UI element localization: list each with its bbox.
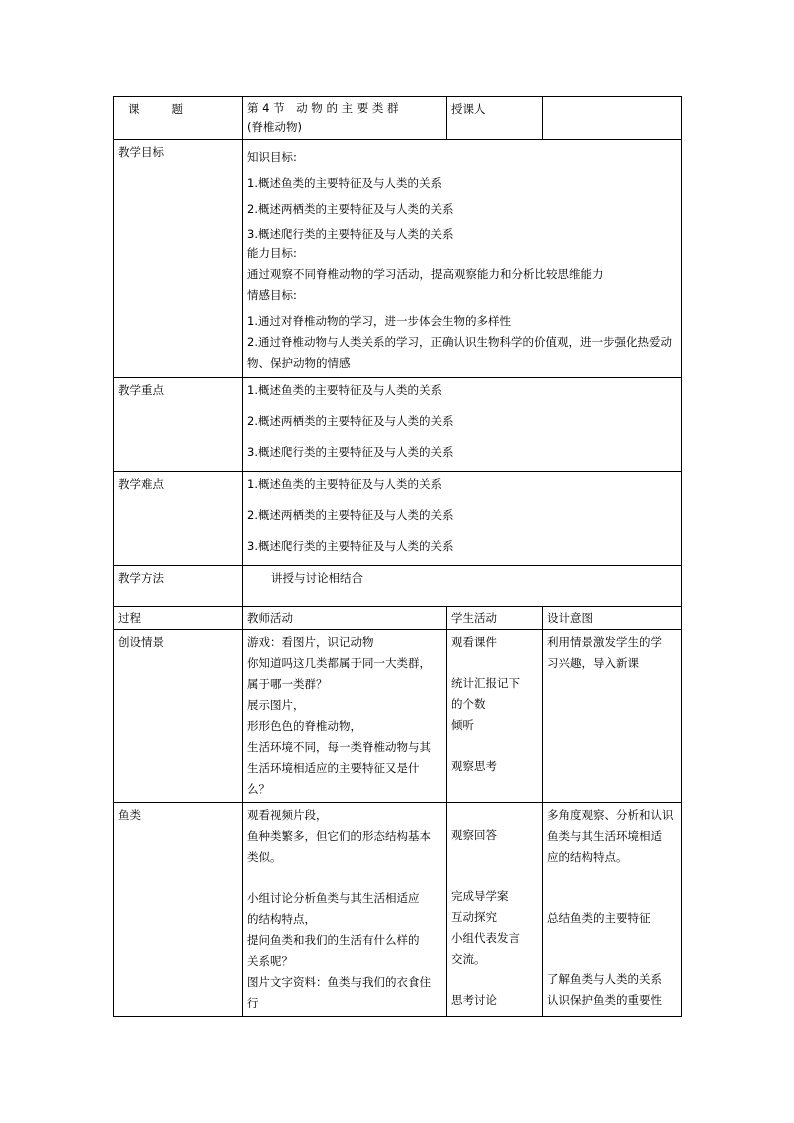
student-line: 观察思考 [451,759,497,773]
difficulties-label: 教学难点 [118,477,164,491]
stage-label: 创设情景 [118,635,164,649]
teacher-line: 观看视频片段， [247,808,328,822]
difficulties-label-cell [114,472,243,566]
student-line: 小组代表发言 [451,931,520,945]
student-line: 互动探究 [451,910,497,924]
intent-line: 总结鱼类的主要特征 [547,911,651,925]
intent-line: 鱼类与其生活环境相适 [547,829,662,843]
student-activity-cell [447,630,543,803]
difficulty-item: 1.概述鱼类的主要特征及与人类的关系 [247,477,442,491]
process-header-row [114,607,682,630]
student-line: 统计汇报记下 [451,676,520,690]
teacher-line: 行 [247,996,259,1010]
difficulties-row [114,472,682,566]
student-line: 完成导学案 [451,889,509,903]
lesson-plan-table [113,96,682,1017]
teacher-line: 么？ [247,782,270,796]
teacher-value-cell [543,97,682,140]
difficulties-content-cell [243,472,682,566]
intent-line: 多角度观察、分析和认识 [547,808,674,822]
student-activity-cell [447,803,543,1017]
intent-line: 应的结构特点。 [547,850,628,864]
stage-cell [114,803,243,1017]
difficulty-item: 3.概述爬行类的主要特征及与人类的关系 [247,539,454,553]
teacher-line: 图片文字资料：鱼类与我们的衣食住 [247,975,431,989]
teacher-line: 游戏：看图片，识记动物 [247,635,374,649]
knowledge-item: 2.概述两栖类的主要特征及与人类的关系 [247,202,454,216]
topic-title-line2: (脊椎动物) [247,120,302,134]
method-content-cell [243,566,682,607]
teacher-line: 你知道吗这几类都属于同一大类群， [247,656,431,670]
process-col-teacher: 教师活动 [243,607,447,630]
key-point-item: 3.概述爬行类的主要特征及与人类的关系 [247,445,454,459]
objectives-label-cell [114,140,243,378]
teacher-line: 提问鱼类和我们的生活有什么样的 [247,933,420,947]
student-line: 交流。 [451,952,486,966]
header-row [114,97,682,140]
process-row-fish [114,803,682,1017]
knowledge-heading: 知识目标: [247,150,297,164]
stage-label: 鱼类 [118,808,141,822]
teacher-line: 展示图片， [247,698,305,712]
emotion-item: 1.通过对脊椎动物的学习，进一步体会生物的多样性 [247,314,511,328]
ability-heading: 能力目标: [247,246,297,260]
stage-cell [114,630,243,803]
teacher-line: 属于哪一类群？ [247,677,328,691]
student-line: 观看课件 [451,635,497,649]
knowledge-item: 1.概述鱼类的主要特征及与人类的关系 [247,176,442,190]
design-intent-cell [543,630,682,803]
teacher-line: 的结构特点， [247,912,316,926]
topic-label-cell [114,97,243,140]
teacher-line: 鱼种类繁多，但它们的形态结构基本 [247,829,431,843]
key-points-row [114,378,682,472]
method-value: 讲授与讨论相结合 [271,571,363,585]
teacher-line: 小组讨论分析鱼类与其生活相适应 [247,891,420,905]
intent-line: 习兴趣，导入新课 [547,656,639,670]
process-col-stage: 过程 [114,607,243,630]
key-points-label: 教学重点 [118,383,164,397]
lesson-plan-document [113,96,681,1011]
topic-label: 课题 [128,102,215,116]
intent-line: 认识保护鱼类的重要性 [547,993,662,1007]
topic-title-line1: 第 4 节 动 物 的 主 要 类 群 [247,101,399,115]
key-point-item: 2.概述两栖类的主要特征及与人类的关系 [247,414,454,428]
student-line: 观察回答 [451,828,497,842]
design-intent-cell [543,803,682,1017]
teacher-line: 形形色色的脊椎动物， [247,719,362,733]
process-col-intent: 设计意图 [543,607,682,630]
teacher-label: 授课人 [451,102,486,116]
teacher-line: 类似。 [247,850,282,864]
objectives-label: 教学目标 [118,145,164,159]
student-line: 思考讨论 [451,993,497,1007]
objectives-row [114,140,682,378]
process-row-scenario [114,630,682,803]
method-label: 教学方法 [118,571,164,585]
teacher-line: 生活环境相适应的主要特征又是什 [247,761,420,775]
emotion-item: 2.通过脊椎动物与人类关系的学习，正确认识生物科学的价值观，进一步强化热爱动物、保护动物的情感 [247,335,672,370]
teacher-line: 生活环境不同，每一类脊椎动物与其 [247,740,431,754]
method-label-cell [114,566,243,607]
knowledge-item: 3.概述爬行类的主要特征及与人类的关系 [247,227,454,241]
teacher-label-cell [447,97,543,140]
intent-line: 了解鱼类与人类的关系 [547,972,662,986]
difficulty-item: 2.概述两栖类的主要特征及与人类的关系 [247,508,454,522]
objectives-content-cell [243,140,682,378]
teacher-activity-cell [243,803,447,1017]
intent-line: 利用情景激发学生的学 [547,635,662,649]
student-line: 倾听 [451,718,474,732]
teacher-line: 关系呢？ [247,954,293,968]
teacher-activity-cell [243,630,447,803]
ability-text: 通过观察不同脊椎动物的学习活动，提高观察能力和分析比较思维能力 [247,267,604,281]
key-points-content-cell [243,378,682,472]
emotion-heading: 情感目标: [247,288,297,302]
key-points-label-cell [114,378,243,472]
method-row [114,566,682,607]
key-point-item: 1.概述鱼类的主要特征及与人类的关系 [247,383,442,397]
process-col-student: 学生活动 [447,607,543,630]
topic-title-cell [243,97,447,140]
student-line: 的个数 [451,697,486,711]
